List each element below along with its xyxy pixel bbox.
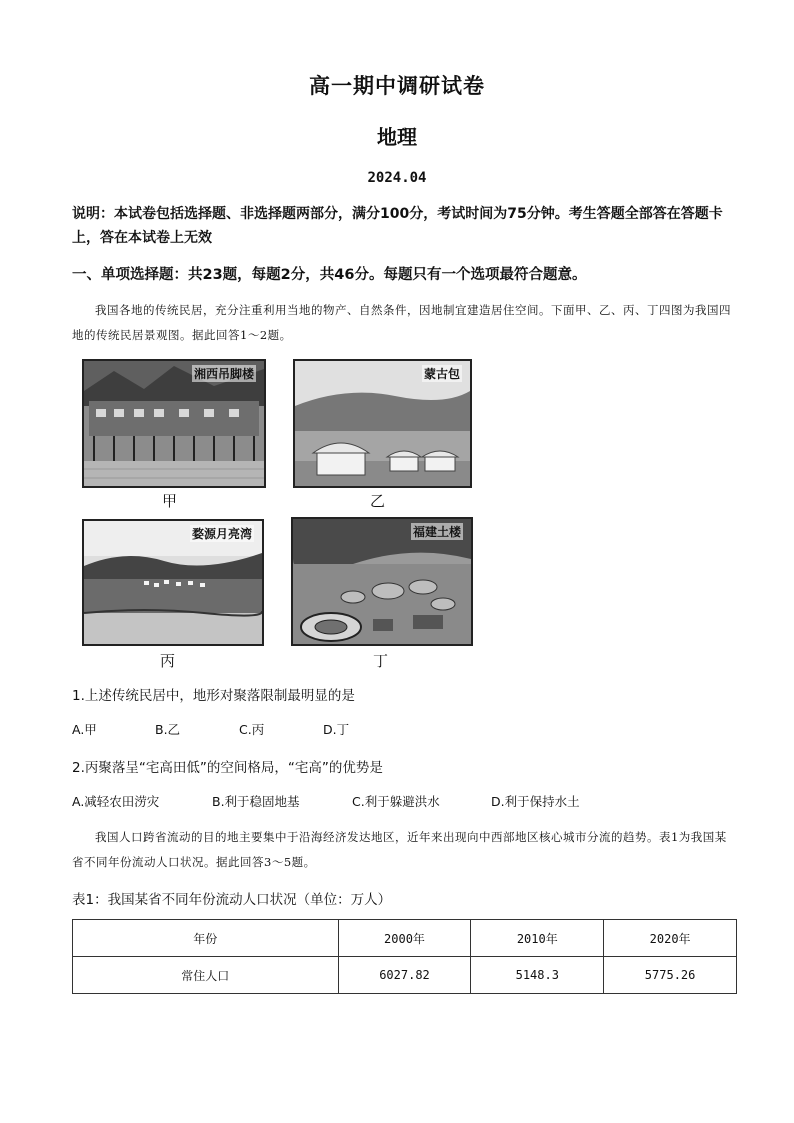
table-cell: 6027.82 [338,957,471,994]
photo-caption-jia: 甲 [162,492,178,510]
q2-option-c[interactable]: C.利于躲避洪水 [352,794,440,809]
photo-stilt-houses [82,359,266,488]
population-table [72,919,737,994]
table-cell: 5775.26 [604,957,737,994]
question-intro-1-2: 我国各地的传统民居，充分注重利用当地的物产、自然条件，因地制宜建造居住空间。下面甲、乙、丙、丁四图为我国四地的传统民居景观图。据此回答1～2题。 [72,303,731,342]
table-cell: 常住人口 [73,957,339,994]
table-header-cell: 年份 [73,920,339,957]
q1-option-c[interactable]: C.丙 [239,722,265,737]
table-header-row [73,920,737,957]
table-header-cell: 2000年 [338,920,471,957]
table-cell: 5148.3 [471,957,604,994]
photo-tag: 湘西吊脚楼 [193,367,254,381]
subject-title: 地理 [377,125,417,149]
question-1-stem: 1.上述传统民居中，地形对聚落限制最明显的是 [72,688,355,704]
q1-option-b[interactable]: B.乙 [155,722,181,737]
table-header-cell: 2020年 [604,920,737,957]
exam-date: 2024.04 [367,170,427,186]
photo-yurts [293,359,472,488]
q2-option-a[interactable]: A.减轻农田涝灾 [72,794,160,809]
photo-tag: 蒙古包 [423,367,460,381]
q2-option-b[interactable]: B.利于稳固地基 [212,794,300,809]
exam-title: 高一期中调研试卷 [309,74,485,98]
photo-tag: 婺源月亮湾 [191,527,252,541]
photo-earth-buildings [291,517,473,646]
photo-caption-ding: 丁 [373,652,389,670]
question-1-options [72,720,349,738]
photo-village-river [82,519,264,646]
q2-option-d[interactable]: D.利于保持水土 [491,794,580,809]
table-header-cell: 2010年 [471,920,604,957]
question-2-stem: 2.丙聚落呈“宅高田低”的空间格局，“宅高”的优势是 [72,760,383,776]
q1-option-a[interactable]: A.甲 [72,722,97,737]
section-heading: 一、单项选择题：共23题，每题2分，共46分。每题只有一个选项最符合题意。 [72,267,587,283]
photo-caption-yi: 乙 [370,492,386,510]
table-row [73,957,737,994]
photo-tag: 福建土楼 [412,525,461,539]
instructions: 说明：本试卷包括选择题、非选择题两部分，满分100分，考试时间为75分钟。考生答题全部答在答题卡上，答在本试卷上无效 [72,206,723,246]
table-caption: 表1：我国某省不同年份流动人口状况（单位：万人） [72,892,392,908]
question-intro-3-5: 我国人口跨省流动的目的地主要集中于沿海经济发达地区，近年来出现向中西部地区核心城市分流的趋势。表1为我国某省不同年份流动人口状况。据此回答3～5题。 [72,830,727,869]
question-2-options [72,792,580,810]
photo-caption-bing: 丙 [160,652,176,670]
q1-option-d[interactable]: D.丁 [323,722,350,737]
